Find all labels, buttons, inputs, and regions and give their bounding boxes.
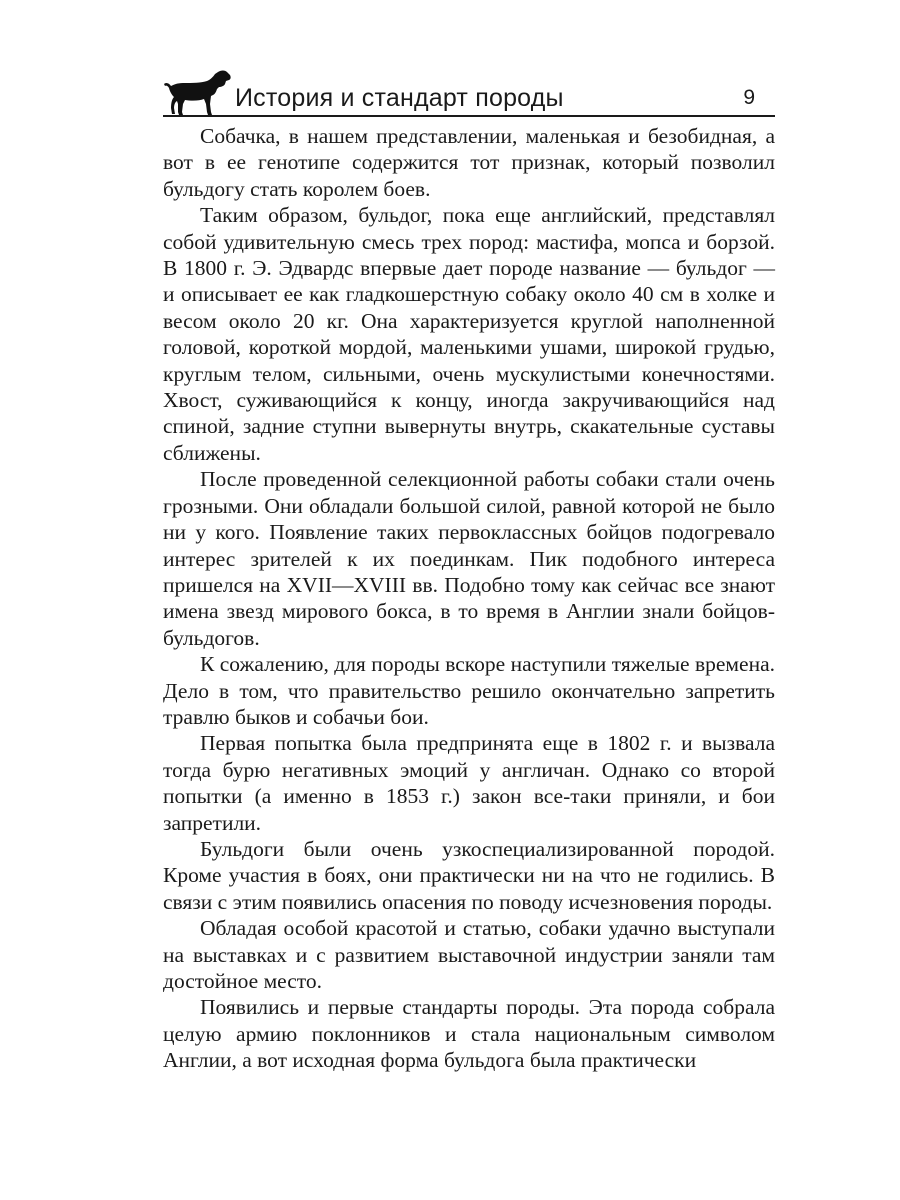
dog-silhouette-icon xyxy=(163,68,233,118)
page-number: 9 xyxy=(743,86,755,109)
paragraph: Бульдоги были очень узкоспециализированной породой. Кроме участия в боях, они практически ни на что не годились. В связи с этим появились опасения по поводу исчезновения породы. xyxy=(163,836,775,914)
paragraph: После проведенной селекционной работы собаки стали очень грозными. Они обладали большой силой, равной которой не было ни у кого. Появление таких первоклассных бойцов подогревало интерес зрителей к их поединкам. Пик подобного интереса пришелся на XVII—XVIII вв. Подобно тому как сейчас все знают имена звезд мирового бокса, в то время в Англии знали бойцов-бульдогов. xyxy=(163,467,775,650)
page-header xyxy=(163,62,775,122)
paragraph: Первая попытка была предпринята еще в 1802 г. и вызвала тогда бурю негативных эмоций у англичан. Однако со второй попытки (а именно в 1853 г.) закон все-таки приняли, и бои запретили. xyxy=(163,731,775,835)
paragraph: Собачка, в нашем представлении, маленькая и безобидная, а вот в ее генотипе содержится тот признак, который позволил бульдогу стать королем боев. xyxy=(163,124,775,201)
body-text xyxy=(163,123,775,1074)
paragraph: К сожалению, для породы вскоре наступили тяжелые времена. Дело в том, что правительство решило окончательно запретить травлю быков и собачьи бои. xyxy=(163,652,775,729)
paragraph: Появились и первые стандарты породы. Эта порода собрала целую армию поклонников и стала национальным символом Англии, а вот исходная форма бульдога была практически xyxy=(163,995,775,1073)
paragraph: Таким образом, бульдог, пока еще английский, представлял собой удивительную смесь трех пород: мастифа, мопса и борзой. В 1800 г. Э. Эдвардс впервые дает породе название — бульдог — и описывает ее как гладкошерстную собаку около 40 см в холке и весом около 20 кг. Она характеризуется круглой наполненной головой, короткой мордой, маленькими ушами, широкой грудью, круглым телом, сильными, очень мускулистыми конечностями. Хвост, суживающийся к концу, иногда закручивающийся над спиной, задние ступни вывернуты внутрь, скакательные суставы сближены. xyxy=(163,203,775,465)
paragraph: Обладая особой красотой и статью, собаки удачно выступали на выставках и с развитием выставочной индустрии заняли там достойное место. xyxy=(163,916,775,993)
running-header-title: История и стандарт породы xyxy=(235,84,564,112)
header-rule xyxy=(163,115,775,117)
